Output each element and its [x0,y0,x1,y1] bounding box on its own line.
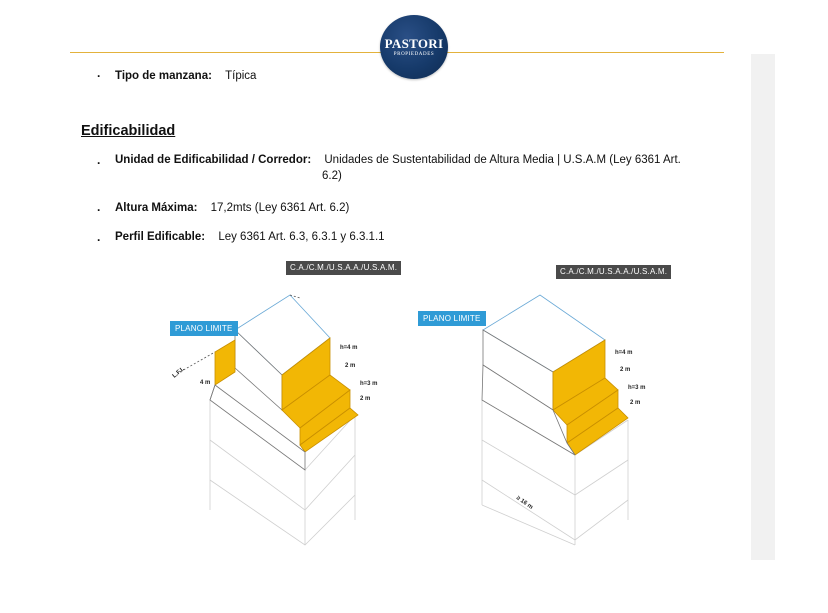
left-dim-2m-a: 2 m [345,363,356,369]
bullet: . [97,66,101,80]
perfil-value: Ley 6361 Art. 6.3, 6.3.1 y 6.3.1.1 [218,231,385,243]
bullet: . [97,200,101,214]
altura-label: Altura Máxima: [115,202,198,214]
right-building-diagram [482,295,631,545]
right-dim-2m-a: 2 m [620,367,631,373]
altura-value: 17,2mts (Ley 6361 Art. 6.2) [210,202,350,214]
logo-name: PASTORI [384,36,444,51]
bullet: . [97,230,101,244]
right-plano-limite-tag: PLANO LIMITE [418,311,486,326]
left-dim-4m: 4 m [200,380,211,386]
lfi-label: L.F.I. [171,366,186,380]
bullet: . [97,153,101,167]
tipo-manzana-value: Típica [225,70,257,82]
tipo-manzana-label: Tipo de manzana: [115,70,212,82]
right-dim-16m: ≥ 16 m [514,495,534,511]
unidad-value-cont: 6.2) [322,170,342,182]
right-dim-h4: h=4 m [615,350,633,356]
unidad-label: Unidad de Edificabilidad / Corredor: [115,154,312,166]
right-dim-h3: h=3 m [628,385,646,391]
left-plano-limite-tag: PLANO LIMITE [170,321,238,336]
logo-subtitle: PROPIEDADES [393,52,435,57]
left-dim-h3: h=3 m [360,381,378,387]
right-dim-2m-b: 2 m [630,400,641,406]
left-zoning-tag: C.A./C.M./U.S.A.A./U.S.A.M. [286,261,401,275]
perfil-label: Perfil Edificable: [115,231,206,243]
unidad-value: Unidades de Sustentabilidad de Altura Media | U.S.A.M (Ley 6361 Art. [324,154,681,166]
left-dim-h4: h=4 m [340,345,358,351]
section-title: Edificabilidad [81,123,176,139]
left-dim-2m-b: 2 m [360,396,371,402]
right-zoning-tag: C.A./C.M./U.S.A.A./U.S.A.M. [556,265,671,279]
